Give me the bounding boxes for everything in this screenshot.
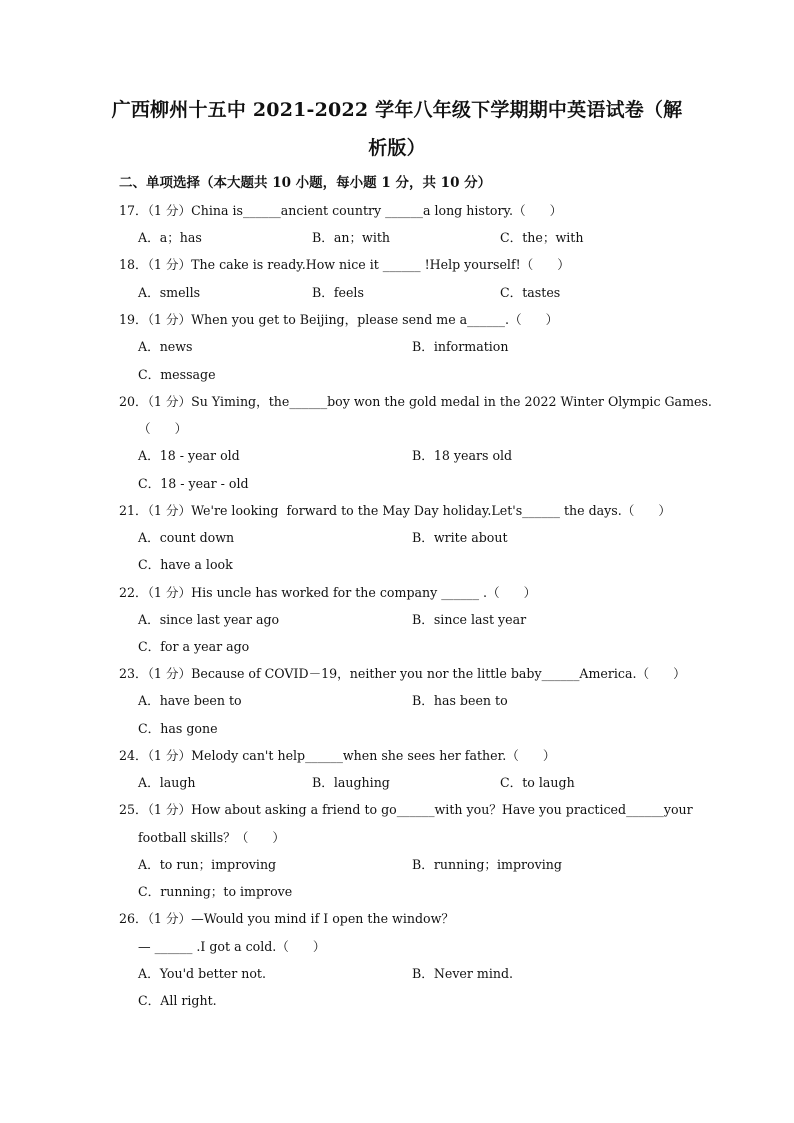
- option-c[interactable]: C．has gone: [138, 721, 218, 736]
- question-stem: 24．（1 分）Melody can't help______when she sees her father.（ ）: [119, 748, 556, 763]
- option-a[interactable]: A．18 - year old: [138, 448, 240, 463]
- section-heading: 二、单项选择（本大题共 10 小题，每小题 1 分，共 10 分）: [119, 175, 492, 191]
- question-stem-continued: football skills？（ ）: [138, 830, 285, 845]
- option-a[interactable]: A．news: [138, 339, 193, 354]
- page-title: 广西柳州十五中 2021-2022 学年八年级下学期期中英语试卷（解析版）: [111, 99, 683, 159]
- question-stem: 23．（1 分）Because of COVID－19，neither you nor the little baby______America.（ ）: [119, 666, 686, 681]
- option-c[interactable]: C．running；to improve: [138, 884, 293, 899]
- option-a[interactable]: A．since last year ago: [138, 612, 280, 627]
- option-c[interactable]: C．the；with: [500, 230, 584, 245]
- option-c[interactable]: C．for a year ago: [138, 639, 250, 654]
- option-a[interactable]: A．to run；improving: [138, 857, 277, 872]
- option-b[interactable]: B．running；improving: [412, 857, 562, 872]
- question-stem-continued: — ______ .I got a cold.（ ）: [138, 939, 326, 954]
- option-a[interactable]: A．count down: [138, 530, 235, 545]
- option-a[interactable]: A．a；has: [138, 230, 202, 245]
- question-stem: 19．（1 分）When you get to Beijing，please send me a______.（ ）: [119, 312, 559, 327]
- option-a[interactable]: A．smells: [138, 285, 201, 300]
- option-c[interactable]: C．message: [138, 367, 216, 382]
- question-stem-continued: （ ）: [138, 421, 188, 436]
- question-stem: 20．（1 分）Su Yiming，the______boy won the gold medal in the 2022 Winter Olympic Games.: [119, 394, 712, 409]
- option-b[interactable]: B．feels: [312, 285, 364, 300]
- option-a[interactable]: A．laugh: [138, 775, 196, 790]
- option-c[interactable]: C．All right.: [138, 993, 217, 1008]
- question-stem: 22．（1 分）His uncle has worked for the company ______ .（ ）: [119, 585, 537, 600]
- option-b[interactable]: B．laughing: [312, 775, 390, 790]
- option-b[interactable]: B．has been to: [412, 693, 508, 708]
- option-c[interactable]: C．to laugh: [500, 775, 575, 790]
- option-b[interactable]: B．since last year: [412, 612, 527, 627]
- question-stem: 17．（1 分）China is______ancient country ______a long history.（ ）: [119, 203, 563, 218]
- option-c[interactable]: C．have a look: [138, 557, 233, 572]
- option-b[interactable]: B．Never mind.: [412, 966, 514, 981]
- option-b[interactable]: B．18 years old: [412, 448, 513, 463]
- question-stem: 25．（1 分）How about asking a friend to go______with you？Have you practiced______your: [119, 802, 693, 817]
- question-stem: 26．（1 分）—Would you mind if I open the window？: [119, 911, 454, 926]
- option-a[interactable]: A．have been to: [138, 693, 242, 708]
- option-b[interactable]: B．an；with: [312, 230, 391, 245]
- option-c[interactable]: C．18 - year - old: [138, 476, 249, 491]
- question-stem: 18．（1 分）The cake is ready.How nice it ______ !Help yourself!（ ）: [119, 257, 570, 272]
- option-b[interactable]: B．information: [412, 339, 509, 354]
- option-b[interactable]: B．write about: [412, 530, 508, 545]
- question-stem: 21．（1 分）We're looking forward to the May Day holiday.Let's______ the days.（ ）: [119, 503, 671, 518]
- option-a[interactable]: A．You'd better not.: [138, 966, 266, 981]
- option-c[interactable]: C．tastes: [500, 285, 561, 300]
